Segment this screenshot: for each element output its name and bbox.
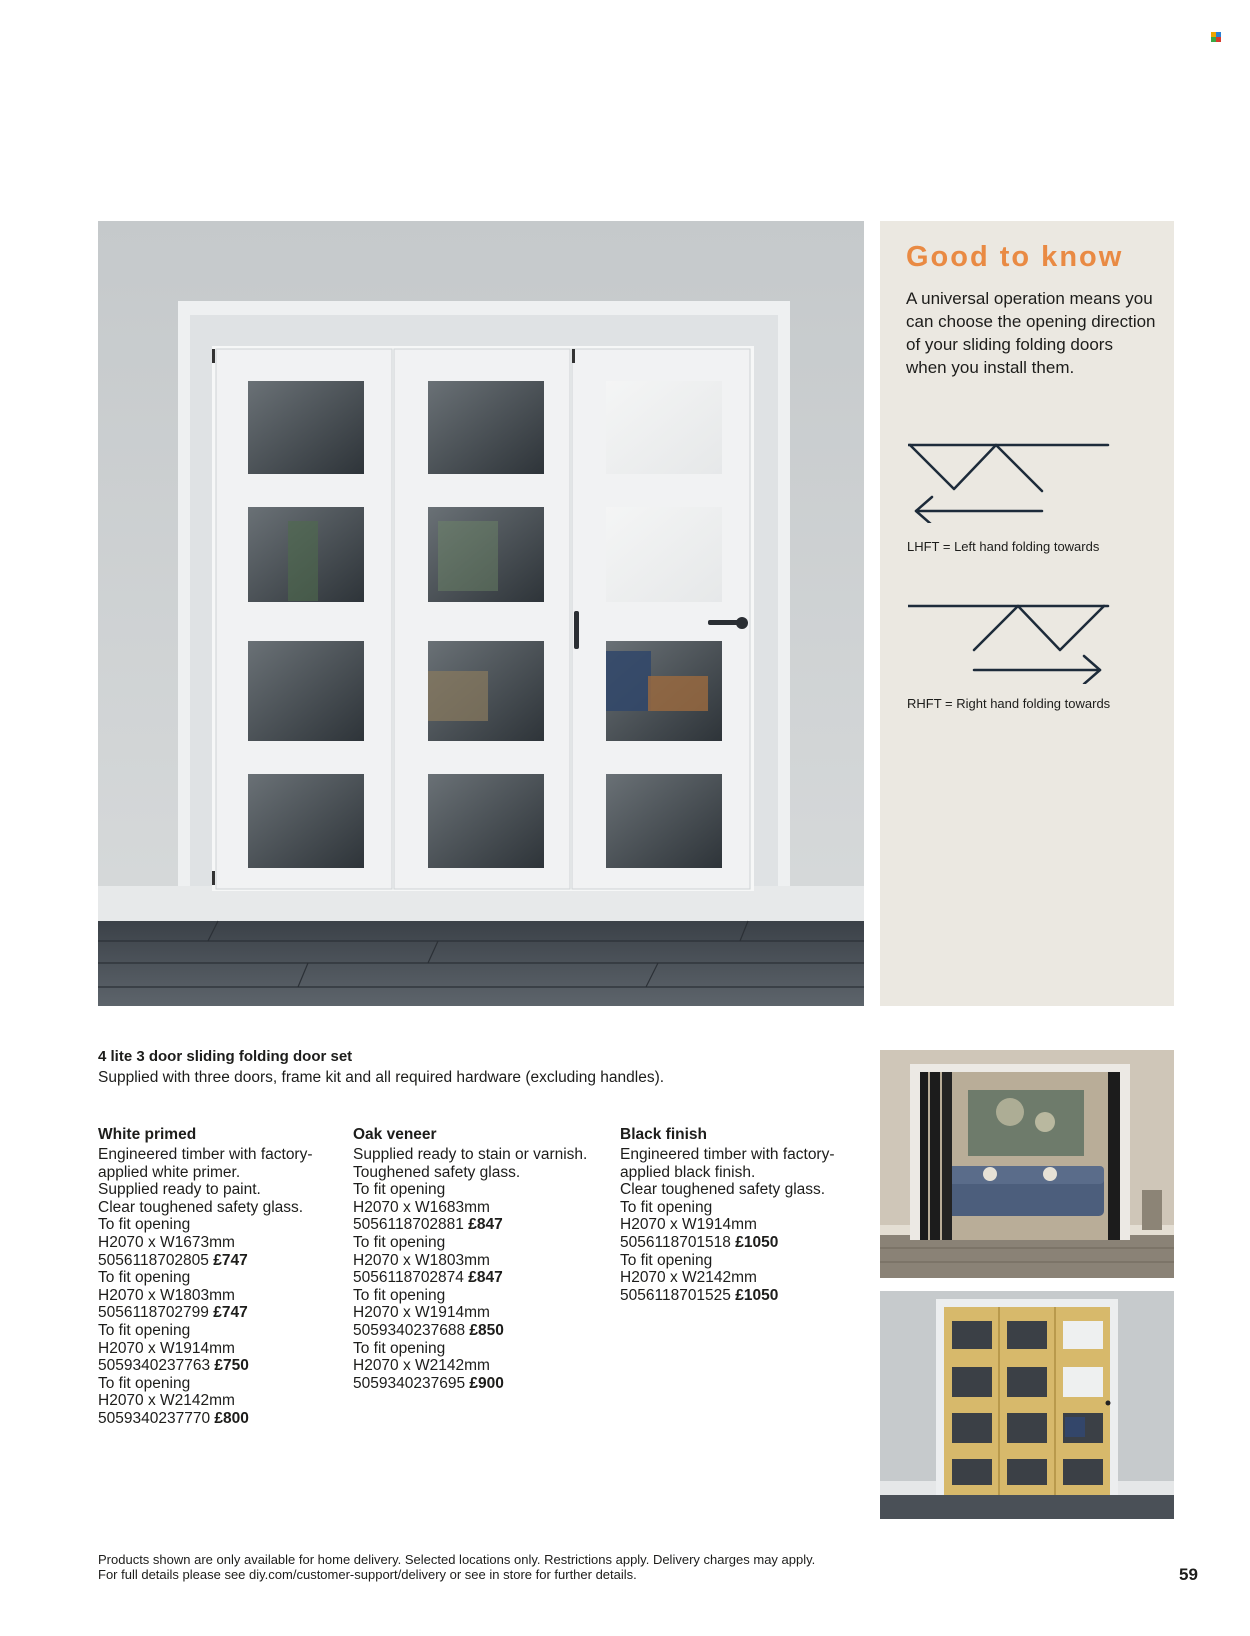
hero-door-photo: [98, 221, 864, 1006]
product-code: 5056118702799: [98, 1304, 209, 1322]
size-option: [353, 1181, 613, 1234]
product-code: 5059340237763: [98, 1357, 211, 1375]
price: £750: [214, 1357, 249, 1375]
fit-label: To fit opening: [98, 1269, 191, 1287]
fit-label: To fit opening: [353, 1286, 446, 1304]
size-option: [98, 1269, 338, 1322]
fit-label: To fit opening: [353, 1233, 446, 1251]
size: H2070 x W1914mm: [98, 1339, 235, 1357]
column-desc: Engineered timber with factory-applied black finish.: [620, 1146, 835, 1181]
product-code: 5059340237770: [98, 1409, 211, 1427]
size: H2070 x W1914mm: [353, 1304, 490, 1322]
size: H2070 x W1914mm: [620, 1216, 757, 1234]
white-primed-column: [98, 1125, 338, 1428]
brand-mark-icon: [1211, 32, 1221, 42]
size: H2070 x W1803mm: [353, 1251, 490, 1269]
price: £847: [468, 1269, 503, 1287]
fit-label: To fit opening: [620, 1198, 713, 1216]
column-heading: Black finish: [620, 1126, 707, 1143]
price: £850: [469, 1321, 504, 1339]
oak-veneer-column: [353, 1125, 613, 1392]
lhft-caption: LHFT = Left hand folding towards: [907, 539, 1100, 554]
price: £800: [214, 1409, 249, 1427]
black-finish-column: [620, 1125, 860, 1304]
product-code: 5056118701525: [620, 1286, 731, 1304]
price: £747: [213, 1251, 248, 1269]
column-heading: Oak veneer: [353, 1126, 437, 1143]
size-option: [98, 1322, 338, 1375]
product-code: 5056118702805: [98, 1251, 209, 1269]
product-code: 5056118701518: [620, 1233, 731, 1251]
good-to-know-title: Good to know: [906, 241, 1124, 273]
rhft-caption: RHFT = Right hand folding towards: [907, 696, 1111, 711]
good-to-know-panel: [880, 221, 1174, 1006]
price: £1050: [735, 1286, 779, 1304]
product-code: 5059340237688: [353, 1321, 466, 1339]
size: H2070 x W2142mm: [620, 1269, 757, 1287]
size-option: [353, 1287, 613, 1340]
size: H2070 x W1673mm: [98, 1233, 235, 1251]
footer-disclaimer: [98, 1552, 815, 1582]
size: H2070 x W2142mm: [98, 1392, 235, 1410]
fit-label: To fit opening: [620, 1251, 713, 1269]
fit-label: To fit opening: [98, 1374, 191, 1392]
size-option: [353, 1234, 613, 1287]
fit-label: To fit opening: [353, 1181, 446, 1199]
size-option: [620, 1199, 860, 1252]
fit-label: To fit opening: [98, 1321, 191, 1339]
product-code: 5059340237695: [353, 1374, 466, 1392]
product-code: 5056118702881: [353, 1216, 464, 1234]
price: £847: [468, 1216, 503, 1234]
oak-door-photo: [880, 1291, 1174, 1519]
lhft-folding-diagram-icon: [908, 443, 1118, 523]
column-desc: Engineered timber with factory-applied white primer.: [98, 1146, 313, 1181]
product-title: 4 lite 3 door sliding folding door set: [98, 1048, 353, 1065]
column-desc: Supplied ready to stain or varnish.: [353, 1146, 588, 1163]
size: H2070 x W2142mm: [353, 1357, 490, 1375]
product-subtitle: Supplied with three doors, frame kit and all required hardware (excluding handles).: [98, 1069, 665, 1086]
price: £900: [469, 1374, 504, 1392]
rhft-folding-diagram-icon: [908, 604, 1118, 684]
footer-line-2: For full details please see diy.com/customer-support/delivery or see in store for further details.: [98, 1567, 637, 1582]
price: £1050: [735, 1233, 779, 1251]
column-desc: Toughened safety glass.: [353, 1163, 521, 1181]
column-desc: Clear toughened safety glass.: [620, 1181, 826, 1199]
size: H2070 x W1683mm: [353, 1198, 490, 1216]
size-option: [620, 1252, 860, 1305]
good-to-know-body: A universal operation means you can choose the opening direction of your sliding folding doors when you install them.: [906, 289, 1156, 377]
price: £747: [213, 1304, 248, 1322]
fit-label: To fit opening: [98, 1216, 191, 1234]
column-desc: Clear toughened safety glass.: [98, 1198, 304, 1216]
size-option: [353, 1340, 613, 1393]
column-desc: Supplied ready to paint.: [98, 1181, 261, 1199]
column-heading: White primed: [98, 1126, 197, 1143]
product-code: 5056118702874: [353, 1269, 464, 1287]
black-door-photo: [880, 1050, 1174, 1278]
size: H2070 x W1803mm: [98, 1286, 235, 1304]
size-option: [98, 1375, 338, 1428]
fit-label: To fit opening: [353, 1339, 446, 1357]
size-option: [98, 1216, 338, 1269]
page-number: 59: [1179, 1565, 1198, 1584]
footer-line-1: Products shown are only available for home delivery. Selected locations only. Restrictions apply. Delivery charges may apply.: [98, 1552, 816, 1567]
